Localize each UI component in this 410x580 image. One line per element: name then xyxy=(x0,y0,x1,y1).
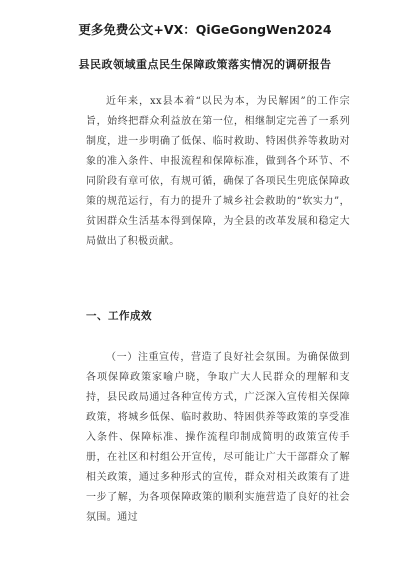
document-title: 县民政领域重点民生保障政策落实情况的调研报告 xyxy=(78,58,332,71)
section-heading: 一、工作成效 xyxy=(86,310,152,322)
section-paragraph: （一）注重宣传，营造了良好社会氛围。为确保做到各项保障政策家喻户晓，争取广大人民群众的理解和支持，县民政局通过各种宣传方式，广泛深入宣传相关保障政策，将城乡低保、临时救助、特困供养等政策的享受准入条件、保障标准、操作流程印制成简明的政策宣传手册，在社区和村组公开宣传，尽可能让广大干部群众了解相关政策，通过多种形式的宣传，群众对相关政策有了进一步了解，为各项保障政策的顺利实施营造了良好的社会氛围。通过 xyxy=(86,352,350,523)
watermark-header: 更多免费公文+VX：QiGeGongWen2024 xyxy=(78,22,332,37)
intro-paragraph: 近年来，xx县本着“以民为本，为民解困”的工作宗旨，始终把群众利益放在第一位，相继制定完善了一系列制度，进一步明确了低保、临时救助、特困供养等救助对象的准入条件、申报流程和保障标准，做到各个环节、不同阶段有章可依，有规可循，确保了各项民生兜底保障政策的规范运行，有力的提升了城乡社会救助的“软实力”，贫困群众生活基本得到保障，为全县的改革发展和稳定大局做出了积极贡献。 xyxy=(86,96,350,247)
